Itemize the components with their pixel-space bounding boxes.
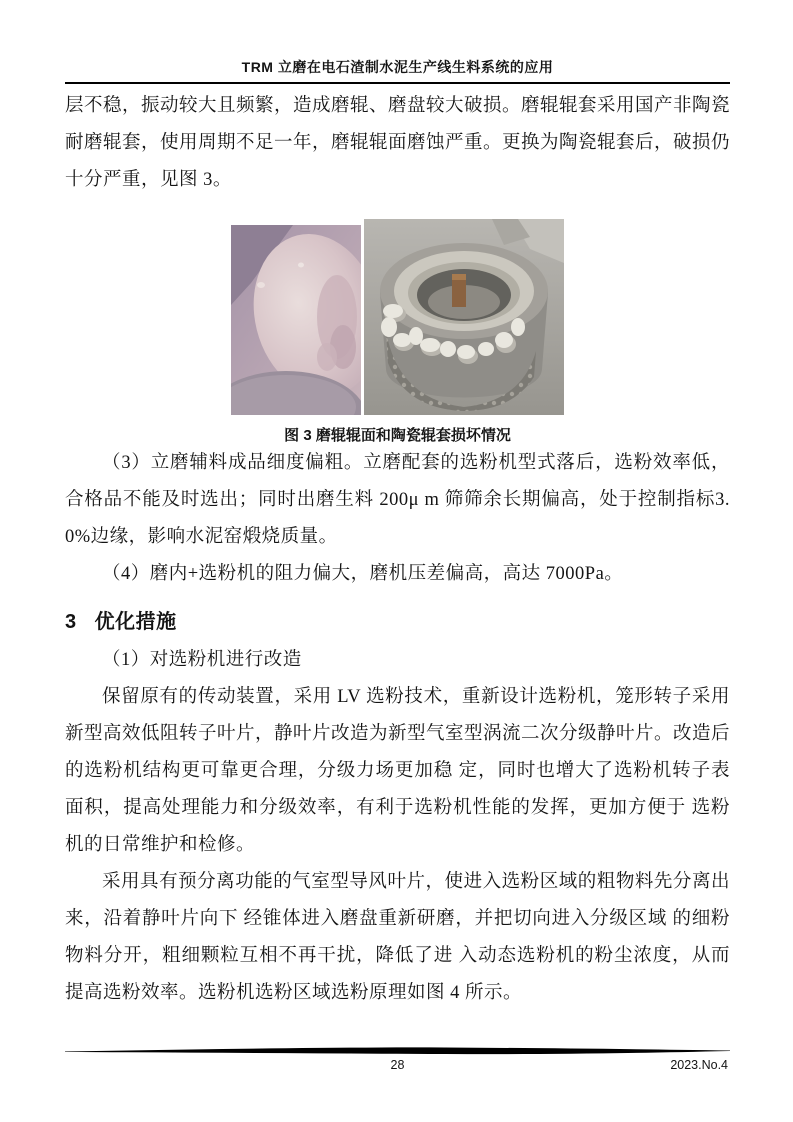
paragraph-guide-vanes: 采用具有预分离功能的气室型导风叶片，使进入选粉区域的粗物料先分离出来，沿着静叶片向下 经锥体进入磨盘重新研磨，并把切向进入分级区域 的细粉物料分开，粗细颗粒互相不再干扰，降低了进 入动态选粉机的粉尘浓度，从而提高选粉效率。选粉机选粉区域选粉原理如图 4 所示。 (65, 872, 730, 1003)
ceramic-sleeve-damage-photo (364, 219, 564, 415)
page-body (65, 88, 730, 1012)
page-header (65, 0, 730, 84)
issue-label: 2023.No.4 (670, 1058, 728, 1072)
section-title: 优化措施 (94, 611, 177, 633)
paragraph-measure-title: （1）对选粉机进行改造 (102, 650, 302, 670)
section-number: 3 (65, 611, 77, 633)
figure-caption: 图 3 磨辊辊面和陶瓷辊套损坏情况 (284, 427, 511, 444)
footer-rule (65, 1046, 730, 1056)
paragraph-issue-4: （4）磨内+选粉机的阻力偏大，磨机压差偏高，高达 7000Pa。 (102, 564, 624, 584)
paragraph-separator-redesign: 保留原有的传动装置，采用 LV 选粉技术，重新设计选粉机，笼形转子采用新型高效低阻转子叶片，静叶片改造为新型气室型涡流二次分级静叶片。改造后的选粉机结构更可靠更合理，分级力场更加稳 定，同时也增大了选粉机转子表面积，提高处理能力和分级效率，有利于选粉机性能的发挥，更加方便于 选粉机的日常维护和检修。 (65, 687, 731, 855)
paragraph-issue-3: （3）立磨辅料成品细度偏粗。立磨配套的选粉机型式落后，选粉效率低，合格品不能及时选出；同时出磨生料 200μ m 筛筛余长期偏高，处于控制指标3.0%边缘，影响水泥窑煅烧质量。 (65, 453, 730, 547)
figure-3 (65, 219, 730, 445)
section-heading (65, 605, 730, 634)
page-footer (65, 1046, 730, 1072)
figure-photos (65, 219, 730, 415)
paragraph-continuation: 层不稳，振动较大且频繁，造成磨辊、磨盘较大破损。磨辊辊套采用国产非陶瓷耐磨辊套，使用周期不足一年，磨辊辊面磨蚀严重。更换为陶瓷辊套后，破损仍十分严重，见图 3。 (65, 96, 731, 190)
page-number: 28 (390, 1058, 405, 1072)
footer-line (65, 1058, 730, 1072)
running-title: TRM 立磨在电石渣制水泥生产线生料系统的应用 (241, 59, 554, 75)
mill-roller-surface-photo (231, 225, 361, 415)
